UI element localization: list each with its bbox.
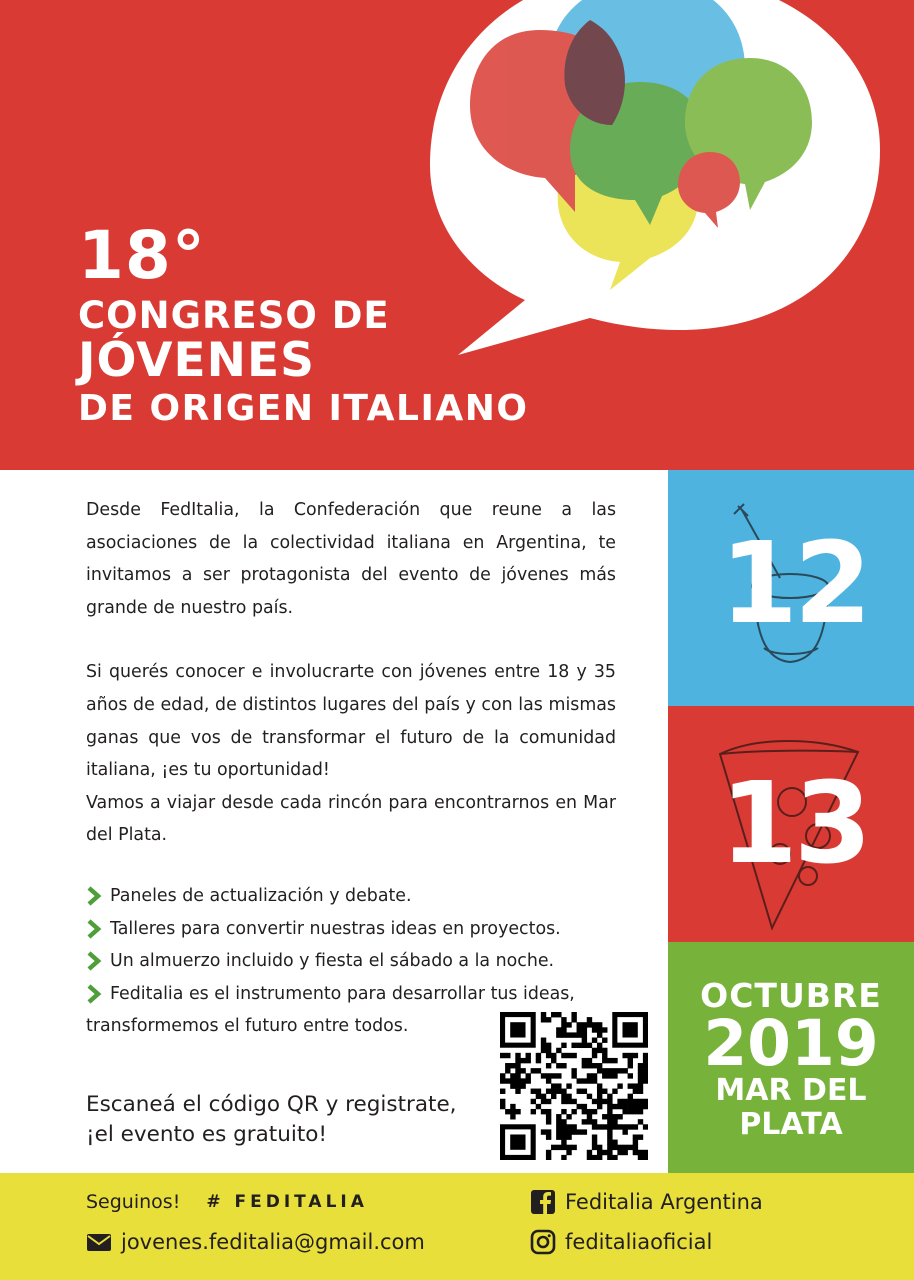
title-line-origen: DE ORIGEN ITALIANO	[78, 388, 529, 429]
edition-number: 18°	[78, 217, 206, 294]
hashtag[interactable]: # FEDITALIA	[206, 1192, 368, 1212]
follow-label: Seguinos!	[86, 1191, 181, 1213]
chevron-right-icon	[86, 951, 102, 971]
bullet-text: Talleres para convertir nuestras ideas en proyectos.	[110, 918, 561, 939]
email-contact[interactable]	[86, 1229, 425, 1255]
facebook-page[interactable]: Feditalia Argentina	[565, 1190, 763, 1214]
facebook-icon	[530, 1189, 556, 1215]
bullet-text: Feditalia es el instrumento para desarrollar tus ideas,	[110, 983, 575, 1004]
chevron-right-icon	[86, 919, 102, 939]
instagram-icon	[530, 1229, 556, 1255]
scan-line-2: ¡el evento es gratuito!	[86, 1122, 328, 1147]
month-year-panel	[668, 942, 914, 1174]
year-label: 2019	[703, 1007, 879, 1080]
day-two: 13	[720, 759, 868, 889]
title-line-jovenes: JÓVENES	[78, 333, 315, 388]
bullet-continuation: transformemos el futuro entre todos.	[86, 1016, 409, 1037]
qr-code[interactable]	[500, 1012, 648, 1160]
list-item	[86, 978, 616, 1011]
list-item	[86, 913, 616, 946]
follow-us	[86, 1191, 368, 1213]
day-one: 12	[720, 519, 868, 649]
city-line-2: PLATA	[739, 1107, 843, 1142]
chevron-right-icon	[86, 886, 102, 906]
invitation-text	[86, 494, 616, 1043]
paragraph-travel: Vamos a viajar desde cada rincón para encontrarnos en Mar del Plata.	[86, 792, 616, 846]
bullet-text: Un almuerzo incluido y fiesta el sábado a la noche.	[110, 951, 555, 972]
qr-call-to-action	[86, 1090, 457, 1150]
month-label: OCTUBRE	[700, 976, 882, 1015]
instagram-handle[interactable]: feditaliaoficial	[565, 1230, 713, 1254]
event-title	[78, 217, 529, 432]
header-banner	[0, 0, 914, 470]
facebook-contact[interactable]	[530, 1189, 763, 1215]
bullet-text: Paneles de actualización y debate.	[110, 885, 412, 906]
list-item	[86, 945, 616, 978]
day-12-panel	[668, 470, 914, 706]
day-13-panel	[668, 706, 914, 942]
benefits-list	[86, 880, 616, 1010]
scan-line-1: Escaneá el código QR y registrate,	[86, 1092, 457, 1117]
footer-contact-bar	[0, 1173, 914, 1280]
email-icon	[86, 1229, 112, 1255]
paragraph-invite: Si querés conocer e involucrarte con jóvenes entre 18 y 35 años de edad, de distintos lugares del país y con las mismas ganas que vos de transformar el futuro de la comunidad italiana, ¡es tu oportunidad!	[86, 662, 616, 781]
chevron-right-icon	[86, 984, 102, 1004]
list-item	[86, 880, 616, 913]
date-column	[668, 470, 914, 1174]
paragraph-intro: Desde FedItalia, la Confederación que reune a las asociaciones de la colectividad italiana en Argentina, te invitamos a ser protagonista del evento de jóvenes más grande de nuestro país.	[86, 500, 616, 618]
title-line-congreso: CONGRESO DE	[78, 294, 390, 337]
city-line-1: MAR DEL	[715, 1073, 867, 1108]
instagram-contact[interactable]	[530, 1229, 712, 1255]
email-address[interactable]: jovenes.feditalia@gmail.com	[121, 1230, 425, 1254]
